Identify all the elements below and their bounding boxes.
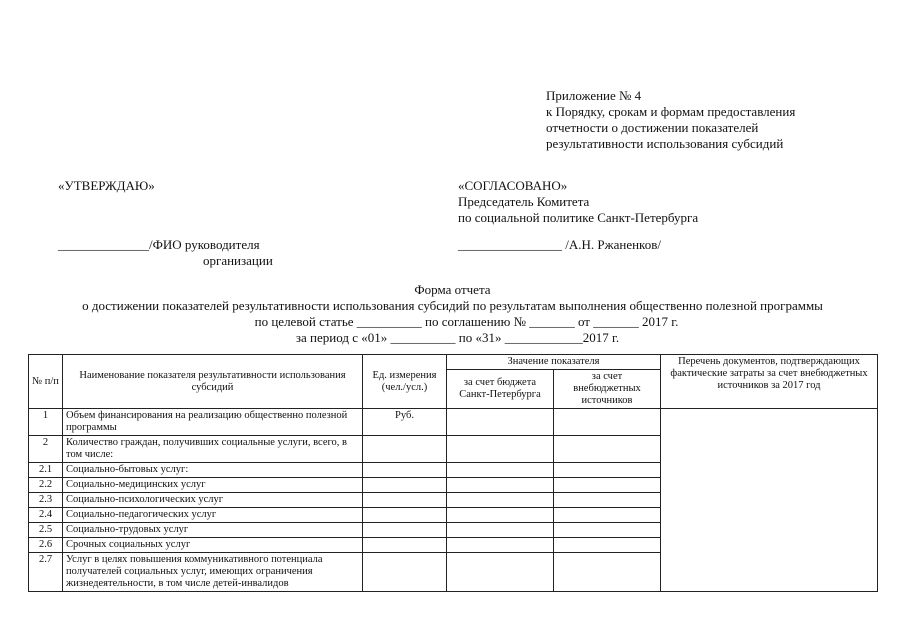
form-subtitle: о достижении показателей результативности использования субсидий по результатам выполнения общественно полезной программы [82, 298, 823, 313]
header-extra: за счет внебюджетных источников [554, 370, 661, 409]
row-num: 2.5 [29, 523, 63, 538]
signature-left-line-2: организации [203, 253, 273, 268]
form-period-line: за период с «01» __________ по «31» ____________2017 г. [295, 330, 620, 345]
row-unit [363, 523, 447, 538]
table-row [29, 409, 878, 436]
row-name: Срочных социальных услуг [63, 538, 363, 553]
report-table [28, 354, 878, 592]
row-name: Социально-трудовых услуг [63, 523, 363, 538]
signature-right-line-1: ________________ /А.Н. Ржаненков/ [458, 237, 661, 252]
header-budget: за счет бюджета Санкт-Петербурга [447, 370, 554, 409]
form-title-block [0, 282, 905, 346]
agreed-line-2: по социальной политике Санкт-Петербурга [458, 210, 699, 225]
row-extra [554, 508, 661, 523]
header-name: Наименование показателя результативности использования субсидий [63, 355, 363, 409]
row-num: 2.1 [29, 463, 63, 478]
row-unit: Руб. [363, 409, 447, 436]
form-title: Форма отчета [414, 282, 491, 297]
row-name: Социально-педагогических услуг [63, 508, 363, 523]
signature-left [58, 237, 273, 269]
row-name: Количество граждан, получивших социальные услуги, всего, в том числе: [63, 436, 363, 463]
signature-right [458, 237, 661, 253]
agreed-block [458, 178, 698, 226]
appendix-line-4: результативности использования субсидий [546, 136, 784, 151]
row-unit [363, 553, 447, 592]
docs-cell [661, 409, 878, 592]
appendix-line-3: отчетности о достижении показателей [546, 120, 759, 135]
row-extra [554, 523, 661, 538]
row-budget [447, 538, 554, 553]
row-budget [447, 493, 554, 508]
approve-block [58, 178, 155, 194]
agreed-title: «СОГЛАСОВАНО» [458, 178, 568, 193]
row-extra [554, 493, 661, 508]
row-extra [554, 478, 661, 493]
row-num: 2.3 [29, 493, 63, 508]
row-name: Объем финансирования на реализацию общественно полезной программы [63, 409, 363, 436]
row-unit [363, 478, 447, 493]
row-name: Услуг в целях повышения коммуникативного потенциала получателей социальных услуг, имеющих ограничения жизнедеятельности, в том числе детей-инвалидов [63, 553, 363, 592]
row-name: Социально-бытовых услуг: [63, 463, 363, 478]
header-num: № п/п [29, 355, 63, 409]
header-unit: Ед. измерения (чел./усл.) [363, 355, 447, 409]
row-budget [447, 436, 554, 463]
row-extra [554, 409, 661, 436]
row-budget [447, 523, 554, 538]
row-num: 1 [29, 409, 63, 436]
row-budget [447, 409, 554, 436]
row-extra [554, 553, 661, 592]
appendix-block [546, 88, 795, 152]
row-extra [554, 538, 661, 553]
row-budget [447, 553, 554, 592]
header-value-group: Значение показателя [447, 355, 661, 370]
row-extra [554, 436, 661, 463]
row-unit [363, 493, 447, 508]
row-budget [447, 508, 554, 523]
approve-title: «УТВЕРЖДАЮ» [58, 178, 155, 193]
row-name: Социально-медицинских услуг [63, 478, 363, 493]
row-num: 2.4 [29, 508, 63, 523]
agreed-line-1: Председатель Комитета [458, 194, 590, 209]
row-num: 2 [29, 436, 63, 463]
row-extra [554, 463, 661, 478]
row-unit [363, 538, 447, 553]
row-unit [363, 436, 447, 463]
table-header-row [29, 355, 878, 370]
signature-left-line-1: ______________/ФИО руководителя [58, 237, 260, 252]
row-budget [447, 463, 554, 478]
row-unit [363, 463, 447, 478]
row-num: 2.6 [29, 538, 63, 553]
row-budget [447, 478, 554, 493]
form-article-line: по целевой статье __________ по соглашению № _______ от _______ 2017 г. [254, 314, 679, 329]
appendix-line-1: Приложение № 4 [546, 88, 642, 103]
row-unit [363, 508, 447, 523]
row-num: 2.2 [29, 478, 63, 493]
header-docs: Перечень документов, подтверждающих фактические затраты за счет внебюджетных источников за 2017 год [661, 355, 878, 409]
row-num: 2.7 [29, 553, 63, 592]
row-name: Социально-психологических услуг [63, 493, 363, 508]
appendix-line-2: к Порядку, срокам и формам предоставления [546, 104, 796, 119]
